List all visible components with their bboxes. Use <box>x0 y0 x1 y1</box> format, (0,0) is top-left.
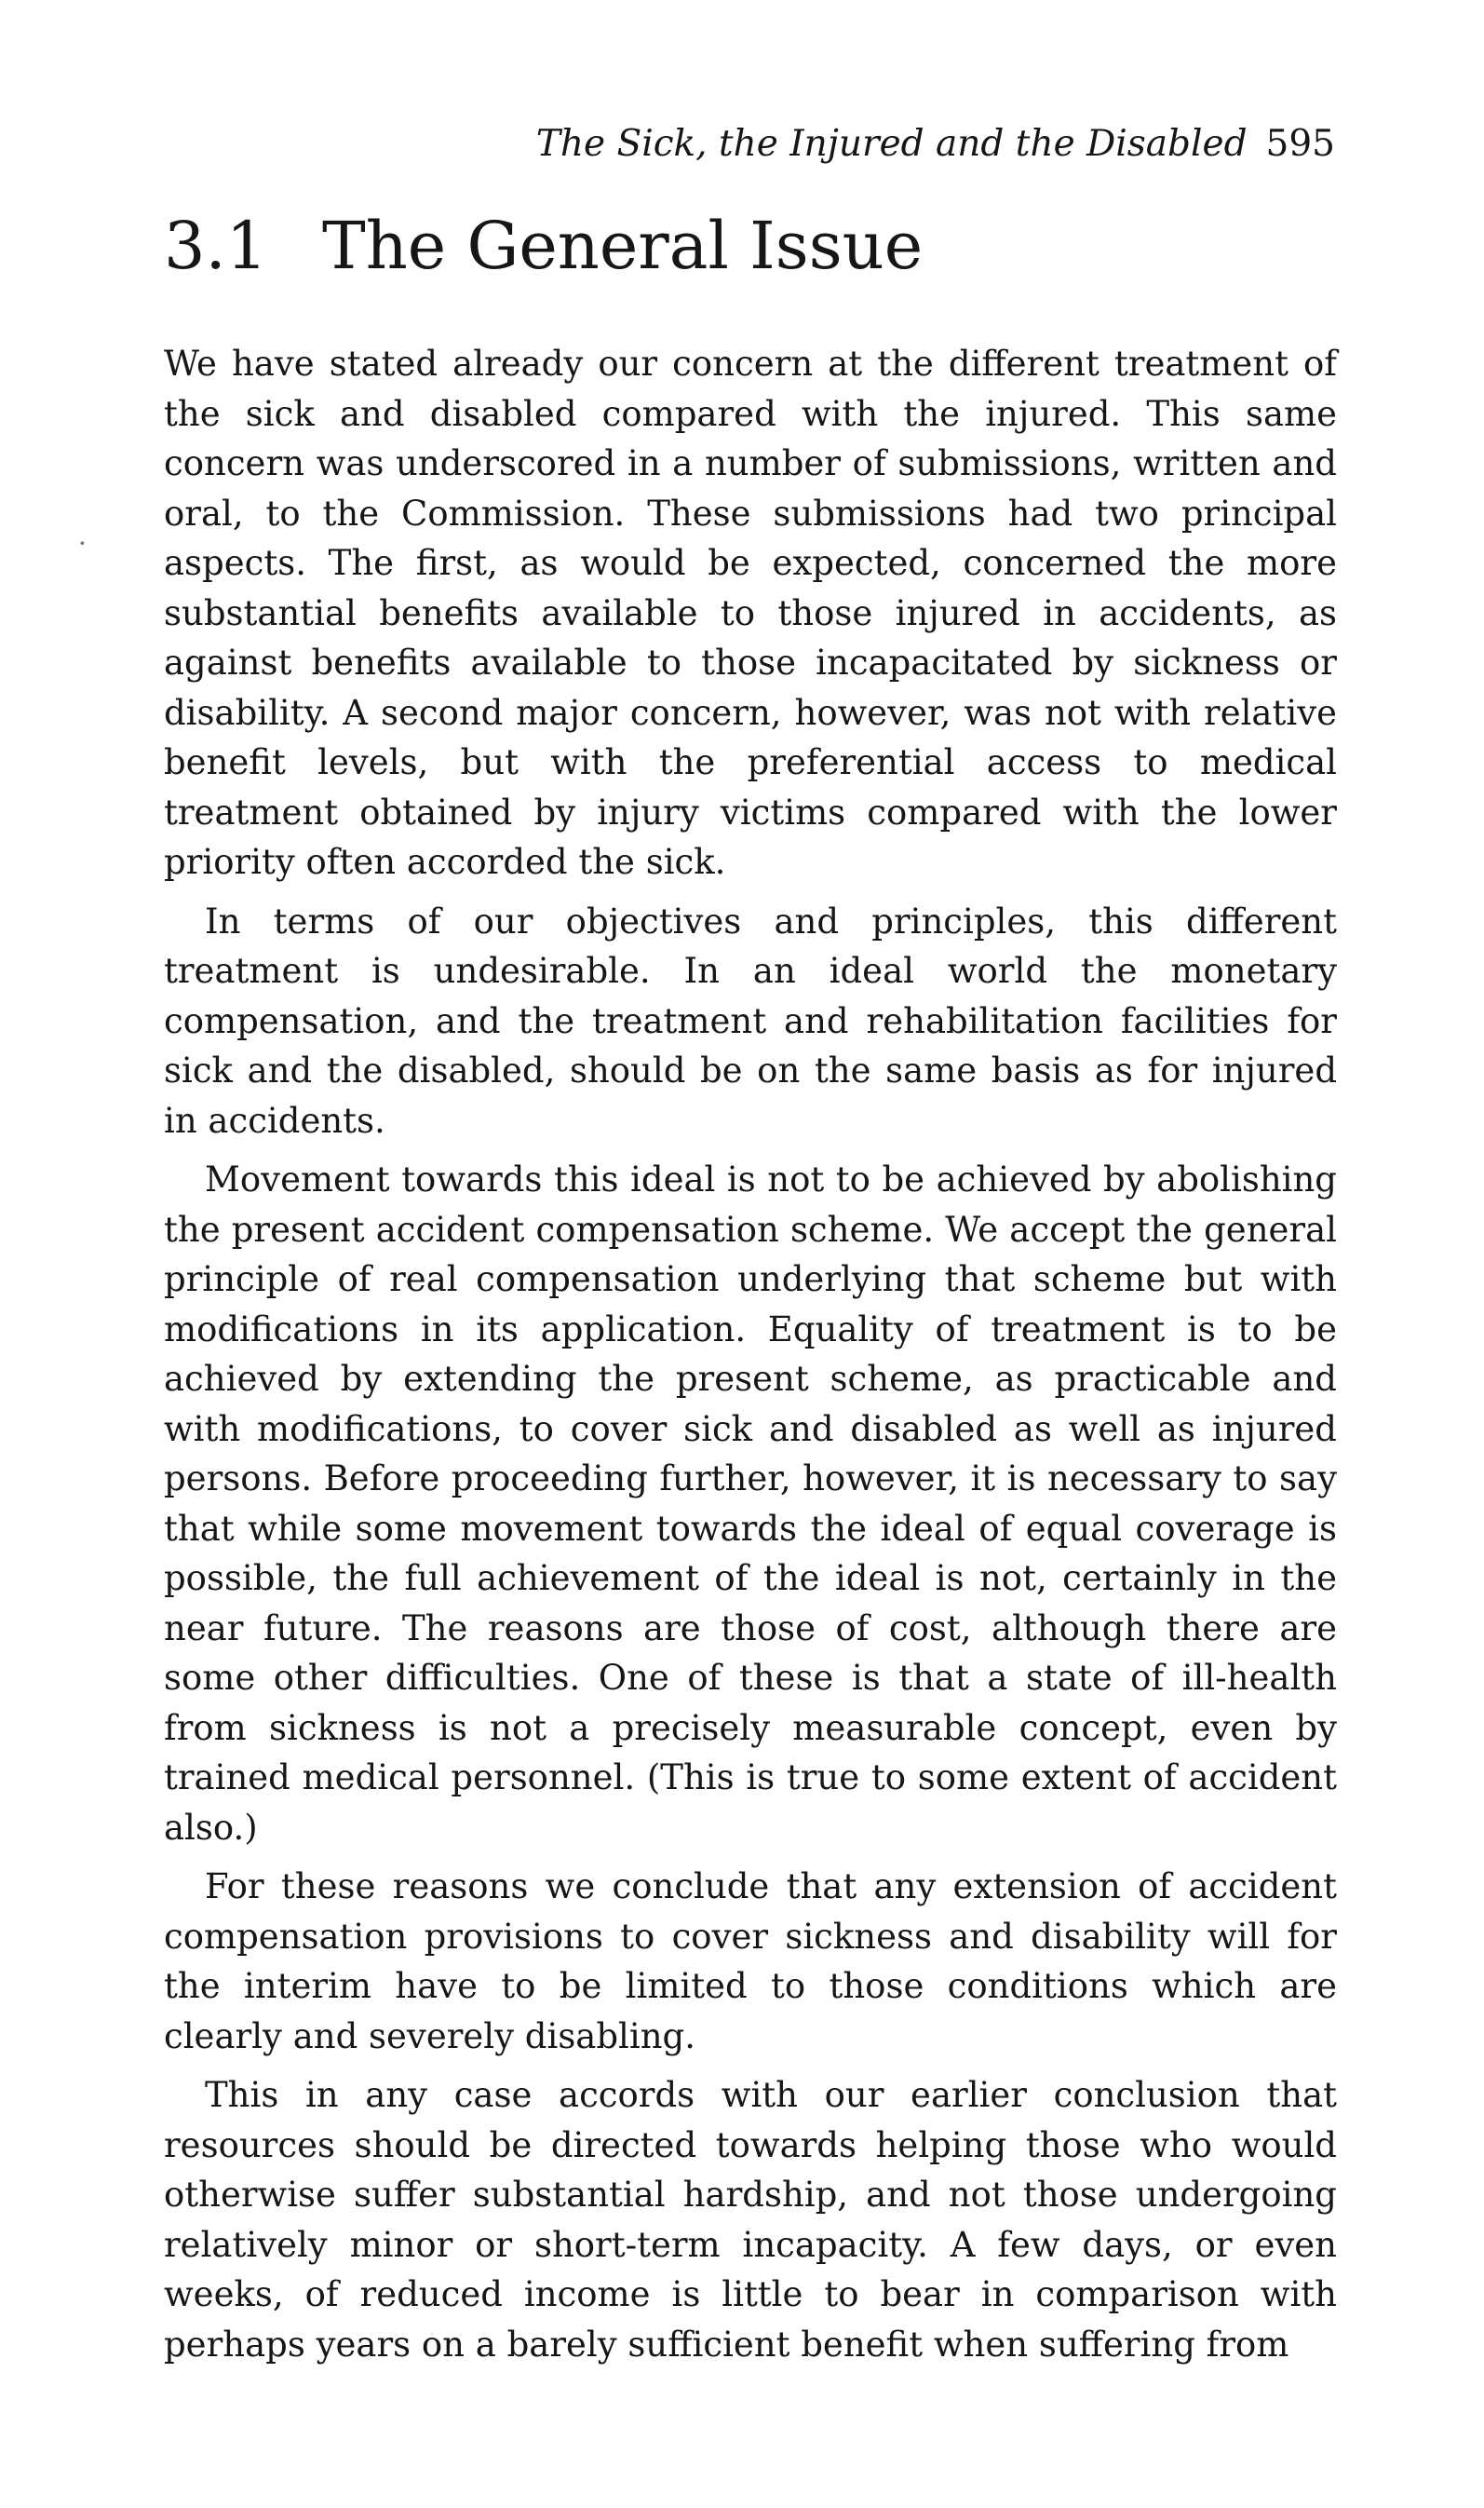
paragraph: Movement towards this ideal is not to be achieved by abolishing the present accident compensation scheme. We accept the general principle of real compensation underlying that scheme but with modifications in its application. Equality of treatment is to be achieved by extending the present scheme, as practicable and with modifications, to cover sick and disabled as well as injured persons. Before proceeding further, however, it is necessary to say that while some movement towards the ideal of equal coverage is possible, the full achievement of the ideal is not, certainly in the near future. The reasons are those of cost, although there are some other difficulties. One of these is that a state of ill-health from sickness is not a precisely measurable concept, even by trained medical personnel. (This is true to some extent of accident also.) <box>164 1159 1337 1848</box>
paragraph: For these reasons we conclude that any extension of accident compensation provisions to cover sickness and disability will for the interim have to be limited to those conditions which are clearly and severely disabling. <box>164 1866 1337 2056</box>
section-number: 3.1 <box>164 208 268 284</box>
section-heading <box>164 203 923 289</box>
body-text <box>164 339 1337 2379</box>
paragraph: This in any case accords with our earlier conclusion that resources should be directed towards helping those who would otherwise suffer substantial hardship, and not those undergoing relatively minor or short-term incapacity. A few days, or even weeks, of reduced income is little to bear in comparison with perhaps years on a barely sufficient benefit when suffering from <box>164 2075 1337 2365</box>
running-title: The Sick, the Injured and the Disabled <box>535 123 1248 165</box>
paragraph: In terms of our objectives and principles, this different treatment is undesirable. In an ideal world the monetary compensation, and the treatment and rehabilitation facilities for sick and the disabled, should be on the same basis as for injured in accidents. <box>164 901 1337 1141</box>
paragraph: We have stated already our concern at the different treatment of the sick and disabled compared with the injured. This same concern was underscored in a number of submissions, written and oral, to the Commission. These submissions had two principal aspects. The first, as would be expected, concerned the more substantial benefits available to those injured in accidents, as against benefits available to those incapacitated by sickness or disability. A second major concern, however, was not with relative benefit levels, but with the preferential access to medical treatment obtained by injury victims compared with the lower priority often accorded the sick. <box>164 344 1337 882</box>
page-number: 595 <box>1265 123 1335 165</box>
running-header <box>536 119 1335 169</box>
section-title: The General Issue <box>322 208 924 284</box>
margin-dot: · <box>78 528 87 559</box>
